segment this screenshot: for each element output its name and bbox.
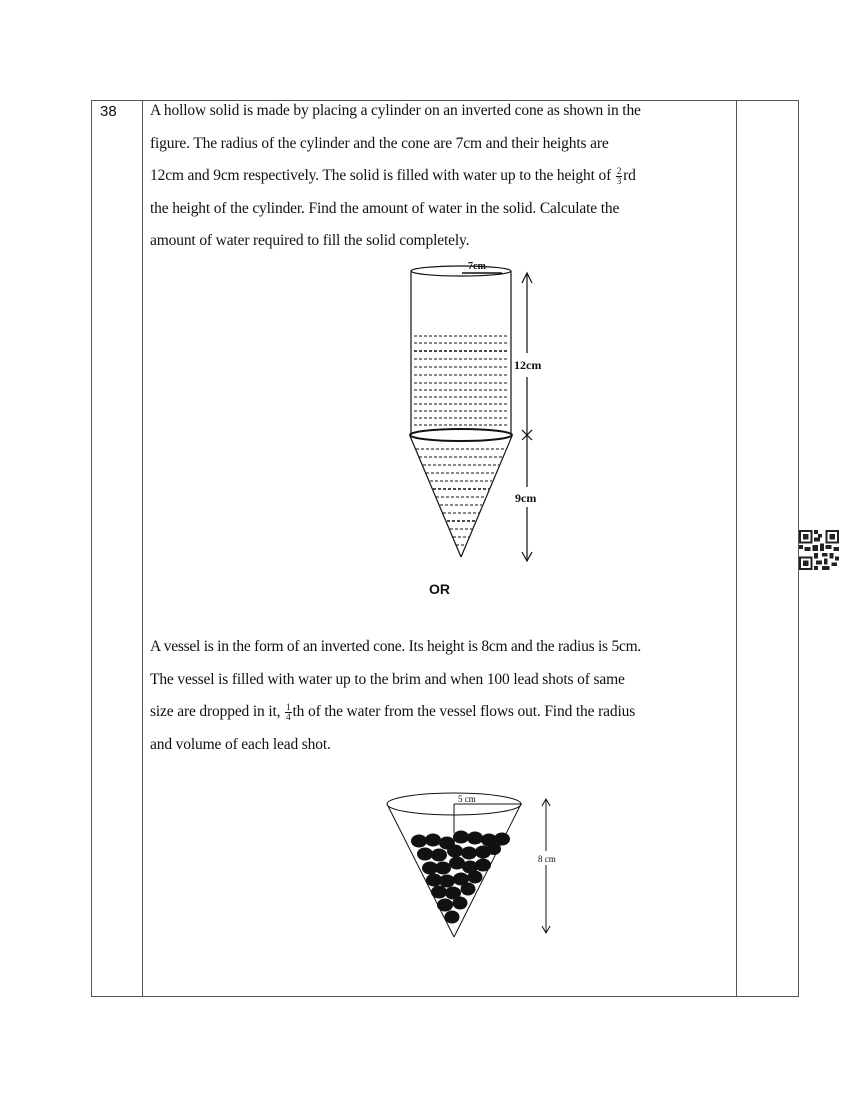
cylinder-height-label: 12cm bbox=[514, 358, 542, 372]
radius-label: 5 cm bbox=[458, 794, 476, 804]
cone-height-label: 9cm bbox=[515, 491, 537, 505]
question-table bbox=[91, 100, 799, 997]
fraction bbox=[616, 167, 622, 186]
text-fragment: rd bbox=[623, 167, 636, 184]
fraction-denominator: 4 bbox=[286, 711, 291, 722]
fraction bbox=[285, 703, 291, 722]
question-text-part-b bbox=[150, 631, 735, 761]
height-label: 8 cm bbox=[538, 854, 556, 864]
radius-label: 7cm bbox=[468, 261, 486, 272]
fraction-numerator: 2 bbox=[616, 165, 622, 176]
column-divider bbox=[142, 101, 143, 996]
fraction-denominator: 3 bbox=[616, 175, 622, 186]
text-fragment: of the water from the vessel flows out. Find the radius bbox=[308, 703, 636, 720]
question-text-part-a bbox=[150, 95, 730, 258]
qr-code-icon bbox=[799, 530, 839, 570]
cone-lead-shots-figure bbox=[382, 791, 562, 941]
column-divider bbox=[736, 101, 737, 996]
text-fragment: size are dropped in it, bbox=[150, 703, 285, 720]
text-line: the height of the cylinder. Find the amount of water in the solid. Calculate the bbox=[150, 199, 620, 217]
text-line: A hollow solid is made by placing a cylinder on an inverted cone as shown in the bbox=[150, 102, 641, 119]
text-line: amount of water required to fill the solid completely. bbox=[150, 232, 470, 249]
question-number: 38 bbox=[100, 103, 117, 120]
fraction-numerator: 1 bbox=[286, 701, 291, 712]
cylinder-cone-figure bbox=[392, 259, 552, 569]
text-fragment: th bbox=[292, 703, 305, 720]
text-line: and volume of each lead shot. bbox=[150, 735, 331, 753]
text-line: figure. The radius of the cylinder and the cone are 7cm and their heights are bbox=[150, 134, 609, 152]
or-separator: OR bbox=[429, 581, 450, 597]
text-line: The vessel is filled with water up to the brim and when 100 lead shots of same bbox=[150, 670, 625, 688]
text-line bbox=[150, 696, 735, 729]
text-line: A vessel is in the form of an inverted cone. Its height is 8cm and the radius is 5cm. bbox=[150, 638, 641, 655]
lead-shots bbox=[411, 831, 510, 924]
text-fragment: 12cm and 9cm respectively. The solid is filled with water up to the height of bbox=[150, 167, 615, 184]
text-line bbox=[150, 160, 730, 193]
